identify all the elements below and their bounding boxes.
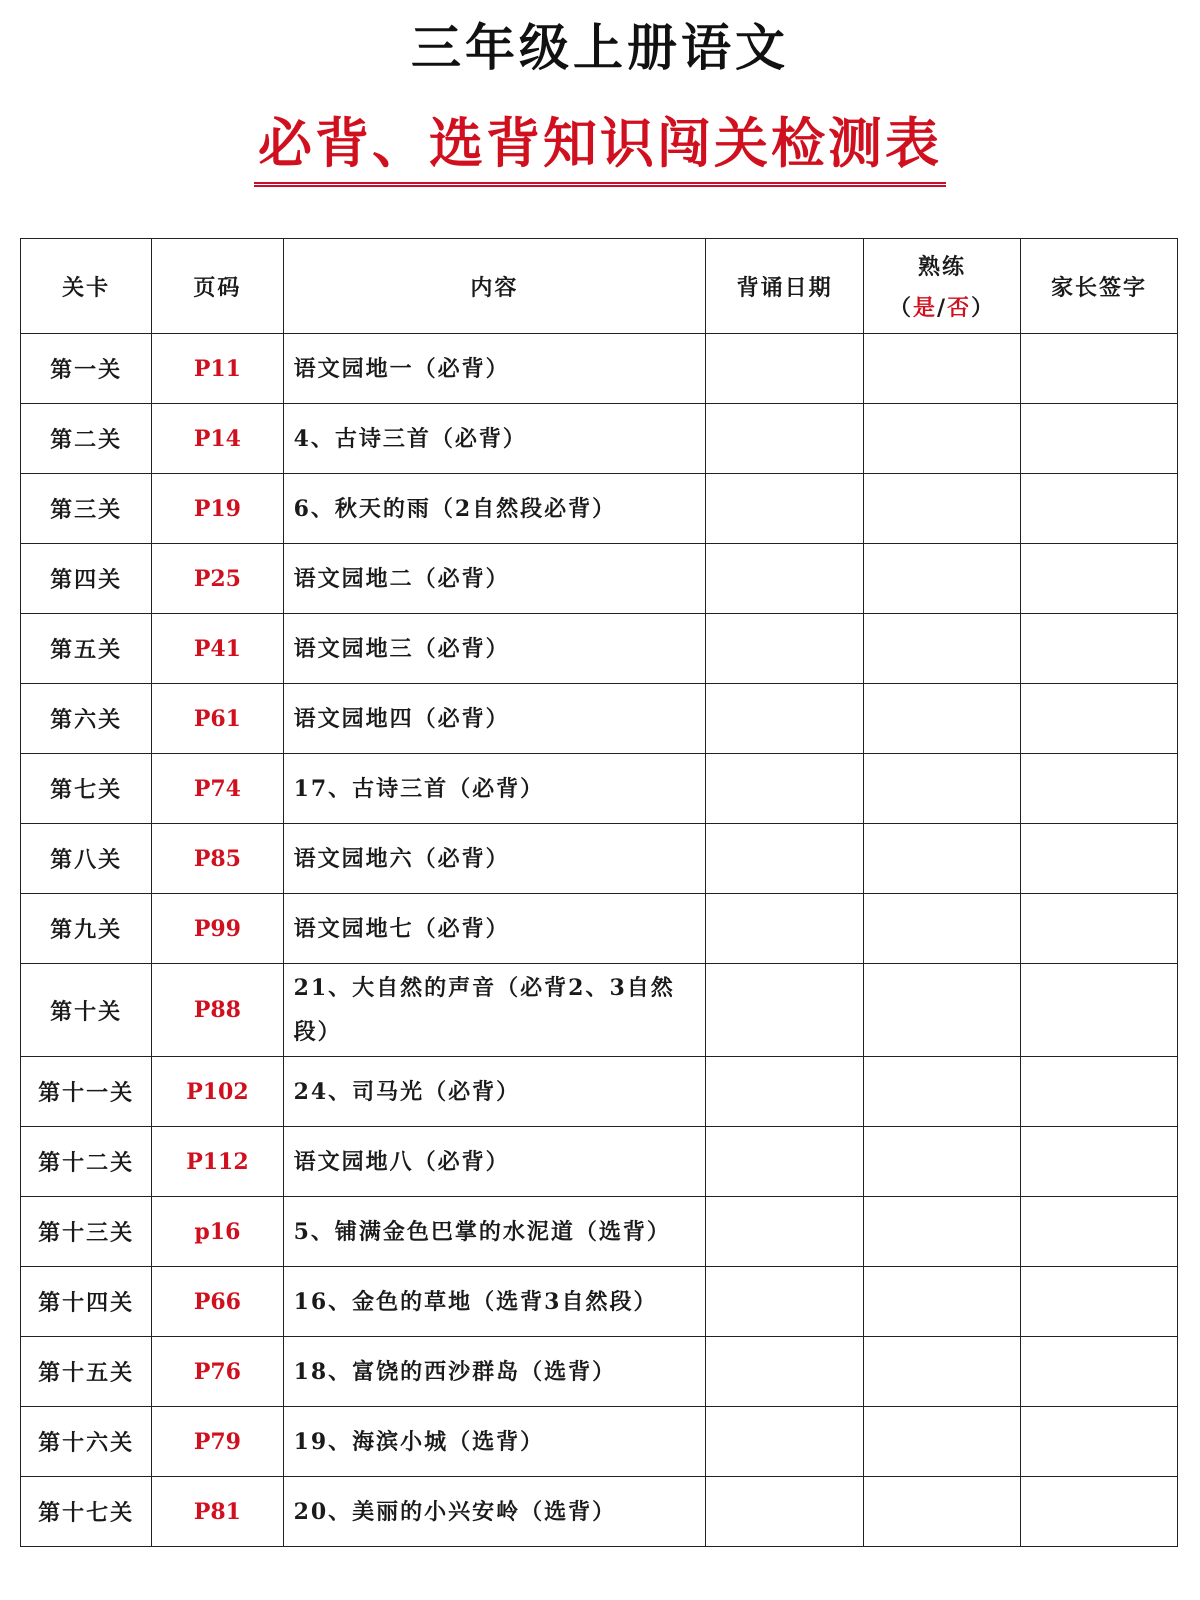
parent-signature-cell[interactable]: [1021, 1267, 1178, 1337]
table-row: [21, 1477, 1178, 1547]
header-fluent-label: 熟练: [918, 254, 967, 280]
level-cell: 第四关: [21, 544, 152, 614]
page-cell: P81: [152, 1477, 283, 1547]
header-date: 背诵日期: [706, 239, 864, 334]
recite-date-cell[interactable]: [706, 334, 864, 404]
recite-date-cell[interactable]: [706, 614, 864, 684]
content-cell: 语文园地三（必背）: [283, 614, 706, 684]
parent-signature-cell[interactable]: [1021, 754, 1178, 824]
level-cell: 第二关: [21, 404, 152, 474]
page-cell: P66: [152, 1267, 283, 1337]
page-cell: P99: [152, 894, 283, 964]
table-row: [21, 964, 1178, 1057]
header-level: 关卡: [21, 239, 152, 334]
table-header-row: [21, 239, 1178, 334]
level-cell: 第十关: [21, 964, 152, 1057]
fluent-cell[interactable]: [864, 1197, 1021, 1267]
level-cell: 第十五关: [21, 1337, 152, 1407]
header-fluent: [864, 239, 1021, 334]
fluent-cell[interactable]: [864, 964, 1021, 1057]
fluent-cell[interactable]: [864, 754, 1021, 824]
page-subtitle: 必背、选背知识闯关检测表: [254, 108, 946, 187]
page-cell: P19: [152, 474, 283, 544]
page-cell: P11: [152, 334, 283, 404]
parent-signature-cell[interactable]: [1021, 1337, 1178, 1407]
fluent-cell[interactable]: [864, 1127, 1021, 1197]
level-cell: 第三关: [21, 474, 152, 544]
parent-signature-cell[interactable]: [1021, 1197, 1178, 1267]
level-cell: 第十二关: [21, 1127, 152, 1197]
fluent-cell[interactable]: [864, 1477, 1021, 1547]
header-fluent-slash: /: [937, 295, 948, 321]
level-cell: 第十四关: [21, 1267, 152, 1337]
table-row: [21, 544, 1178, 614]
level-cell: 第十一关: [21, 1057, 152, 1127]
header-content: 内容: [283, 239, 706, 334]
level-cell: 第十六关: [21, 1407, 152, 1477]
table-row: [21, 1057, 1178, 1127]
content-cell: 16、金色的草地（选背3自然段）: [283, 1267, 706, 1337]
fluent-cell[interactable]: [864, 1057, 1021, 1127]
parent-signature-cell[interactable]: [1021, 474, 1178, 544]
header-fluent-yes: 是: [913, 295, 938, 321]
fluent-cell[interactable]: [864, 1267, 1021, 1337]
table-row: [21, 404, 1178, 474]
page-cell: P88: [152, 964, 283, 1057]
table-row: [21, 474, 1178, 544]
header-page: 页码: [152, 239, 283, 334]
recite-date-cell[interactable]: [706, 1477, 864, 1547]
fluent-cell[interactable]: [864, 614, 1021, 684]
level-cell: 第一关: [21, 334, 152, 404]
content-cell: 17、古诗三首（必背）: [283, 754, 706, 824]
page-cell: P79: [152, 1407, 283, 1477]
fluent-cell[interactable]: [864, 334, 1021, 404]
content-cell: 语文园地二（必背）: [283, 544, 706, 614]
page-cell: P41: [152, 614, 283, 684]
recite-date-cell[interactable]: [706, 1197, 864, 1267]
content-cell: 语文园地八（必背）: [283, 1127, 706, 1197]
page-title: 三年级上册语文: [411, 18, 789, 77]
content-cell: 语文园地七（必背）: [283, 894, 706, 964]
page-cell: P112: [152, 1127, 283, 1197]
table-row: [21, 754, 1178, 824]
content-cell: 5、铺满金色巴掌的水泥道（选背）: [283, 1197, 706, 1267]
page-cell: P85: [152, 824, 283, 894]
content-cell: 语文园地六（必背）: [283, 824, 706, 894]
table-row: [21, 1197, 1178, 1267]
table-row: [21, 1127, 1178, 1197]
fluent-cell[interactable]: [864, 1407, 1021, 1477]
table-row: [21, 894, 1178, 964]
table-row: [21, 824, 1178, 894]
parent-signature-cell[interactable]: [1021, 1057, 1178, 1127]
parent-signature-cell[interactable]: [1021, 824, 1178, 894]
table-row: [21, 614, 1178, 684]
header-fluent-close: ）: [971, 295, 996, 321]
level-cell: 第五关: [21, 614, 152, 684]
recite-date-cell[interactable]: [706, 824, 864, 894]
recite-date-cell[interactable]: [706, 684, 864, 754]
content-cell: 21、大自然的声音（必背2、3自然段）: [283, 964, 706, 1057]
fluent-cell[interactable]: [864, 404, 1021, 474]
parent-signature-cell[interactable]: [1021, 964, 1178, 1057]
recite-date-cell[interactable]: [706, 964, 864, 1057]
page-cell: P14: [152, 404, 283, 474]
parent-signature-cell[interactable]: [1021, 894, 1178, 964]
content-cell: 6、秋天的雨（2自然段必背）: [283, 474, 706, 544]
table-row: [21, 1407, 1178, 1477]
page-cell: p16: [152, 1197, 283, 1267]
content-cell: 语文园地四（必背）: [283, 684, 706, 754]
page-cell: P25: [152, 544, 283, 614]
parent-signature-cell[interactable]: [1021, 404, 1178, 474]
recite-date-cell[interactable]: [706, 544, 864, 614]
level-cell: 第七关: [21, 754, 152, 824]
parent-signature-cell[interactable]: [1021, 334, 1178, 404]
content-cell: 语文园地一（必背）: [283, 334, 706, 404]
page-cell: P102: [152, 1057, 283, 1127]
content-cell: 18、富饶的西沙群岛（选背）: [283, 1337, 706, 1407]
recitation-checklist-table: [20, 238, 1178, 1547]
parent-signature-cell[interactable]: [1021, 684, 1178, 754]
level-cell: 第九关: [21, 894, 152, 964]
level-cell: 第十七关: [21, 1477, 152, 1547]
fluent-cell[interactable]: [864, 474, 1021, 544]
parent-signature-cell[interactable]: [1021, 1127, 1178, 1197]
table-row: [21, 1337, 1178, 1407]
recite-date-cell[interactable]: [706, 1407, 864, 1477]
recite-date-cell[interactable]: [706, 1267, 864, 1337]
parent-signature-cell[interactable]: [1021, 1477, 1178, 1547]
content-cell: 19、海滨小城（选背）: [283, 1407, 706, 1477]
fluent-cell[interactable]: [864, 1337, 1021, 1407]
header-fluent-options: [864, 291, 1020, 322]
page-cell: P74: [152, 754, 283, 824]
fluent-cell[interactable]: [864, 824, 1021, 894]
table-row: [21, 334, 1178, 404]
fluent-cell[interactable]: [864, 544, 1021, 614]
recite-date-cell[interactable]: [706, 404, 864, 474]
table-row: [21, 1267, 1178, 1337]
parent-signature-cell[interactable]: [1021, 614, 1178, 684]
content-cell: 20、美丽的小兴安岭（选背）: [283, 1477, 706, 1547]
header-fluent-open: （: [889, 295, 914, 321]
subtitle-block: [0, 108, 1200, 187]
page-cell: P61: [152, 684, 283, 754]
level-cell: 第六关: [21, 684, 152, 754]
content-cell: 24、司马光（必背）: [283, 1057, 706, 1127]
header-fluent-no: 否: [947, 295, 972, 321]
parent-signature-cell[interactable]: [1021, 1407, 1178, 1477]
level-cell: 第八关: [21, 824, 152, 894]
recite-date-cell[interactable]: [706, 894, 864, 964]
fluent-cell[interactable]: [864, 684, 1021, 754]
level-cell: 第十三关: [21, 1197, 152, 1267]
parent-signature-cell[interactable]: [1021, 544, 1178, 614]
header-signature: 家长签字: [1021, 239, 1178, 334]
table-row: [21, 684, 1178, 754]
page-cell: P76: [152, 1337, 283, 1407]
content-cell: 4、古诗三首（必背）: [283, 404, 706, 474]
fluent-cell[interactable]: [864, 894, 1021, 964]
recite-date-cell[interactable]: [706, 754, 864, 824]
recite-date-cell[interactable]: [706, 1127, 864, 1197]
recite-date-cell[interactable]: [706, 1057, 864, 1127]
recite-date-cell[interactable]: [706, 474, 864, 544]
recite-date-cell[interactable]: [706, 1337, 864, 1407]
